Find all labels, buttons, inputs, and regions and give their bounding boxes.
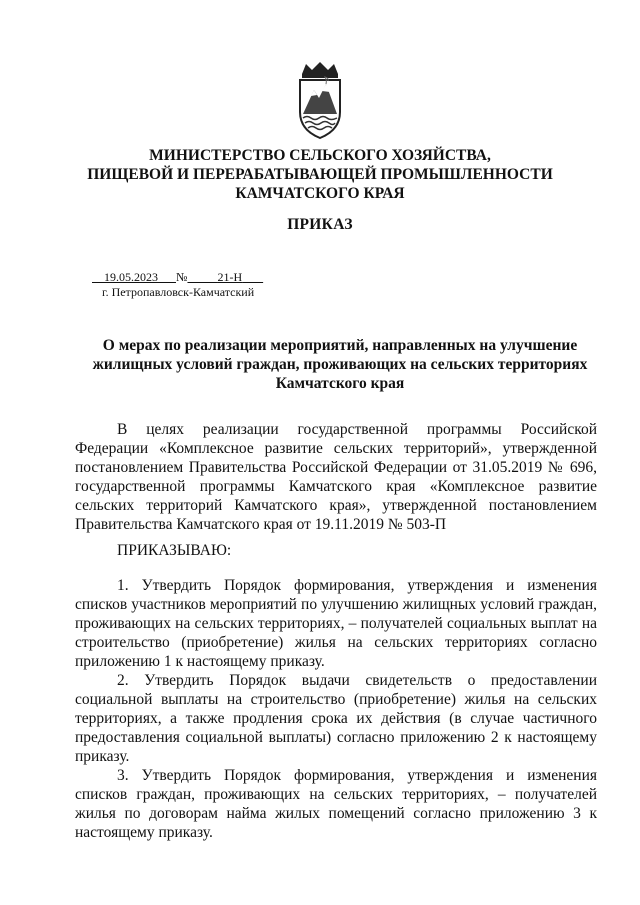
order-item-1: 1. Утвердить Порядок формирования, утверждения и изменения списков участников мероприятий по улучшению жилищных условий граждан, проживающих на сельских территориях, – получателей социальных выплат на строительство (приобретение) жилья на сельских территориях согласно приложению 1 к настоящему приказу. xyxy=(75,577,597,670)
ministry-line-2: ПИЩЕВОЙ И ПЕРЕРАБАТЫВАЮЩЕЙ ПРОМЫШЛЕННОСТИ xyxy=(87,166,553,183)
subject-line-1: О мерах по реализации мероприятий, направленных на улучшение xyxy=(102,337,578,354)
document-meta xyxy=(92,270,263,300)
number-sign: № xyxy=(176,270,188,284)
document-number: 21-Н xyxy=(217,270,243,284)
subject-line-3: Камчатского края xyxy=(275,375,405,392)
order-items xyxy=(75,576,597,842)
document-date: 19.05.2023 xyxy=(104,270,158,284)
city: г. Петропавловск-Камчатский xyxy=(102,285,255,299)
order-item-2: 2. Утвердить Порядок выдачи свидетельств о предоставлении социальной выплаты на строительство (приобретение) жилья на сельских территориях, а также продления срока их действия (в случае частичного предоставления социальной выплаты) согласно приложению 2 к настоящему приказу. xyxy=(75,672,597,765)
preamble-paragraph: В целях реализации государственной программы Российской Федерации «Комплексное развитие сельских территорий», утвержденной постановлением Правительства Российской Федерации от 31.05.2019 № 696, государственной программы Камчатского края «Комплексное развитие сельских территорий Камчатского края», утвержденной постановлением Правительства Камчатского края от 19.11.2019 № 503-П xyxy=(75,421,597,533)
order-word: ПРИКАЗЫВАЮ: xyxy=(117,542,232,559)
kamchatka-coat-of-arms-icon xyxy=(296,62,344,142)
document-type: ПРИКАЗ xyxy=(287,216,353,233)
preamble-block xyxy=(75,420,597,534)
ministry-line-1: МИНИСТЕРСТВО СЕЛЬСКОГО ХОЗЯЙСТВА, xyxy=(149,147,491,164)
order-item-3: 3. Утвердить Порядок формирования, утверждения и изменения списков граждан, проживающих на сельских территориях, – получателей жилья по договорам найма жилых помещений согласно приложению 3 к настоящему приказу. xyxy=(75,767,597,841)
date-number-line xyxy=(92,270,263,285)
order-subject xyxy=(76,336,604,393)
subject-line-2: жилищных условий граждан, проживающих на сельских территориях xyxy=(92,356,588,373)
ministry-name xyxy=(60,146,580,203)
ministry-line-3: КАМЧАТСКОГО КРАЯ xyxy=(235,185,405,202)
